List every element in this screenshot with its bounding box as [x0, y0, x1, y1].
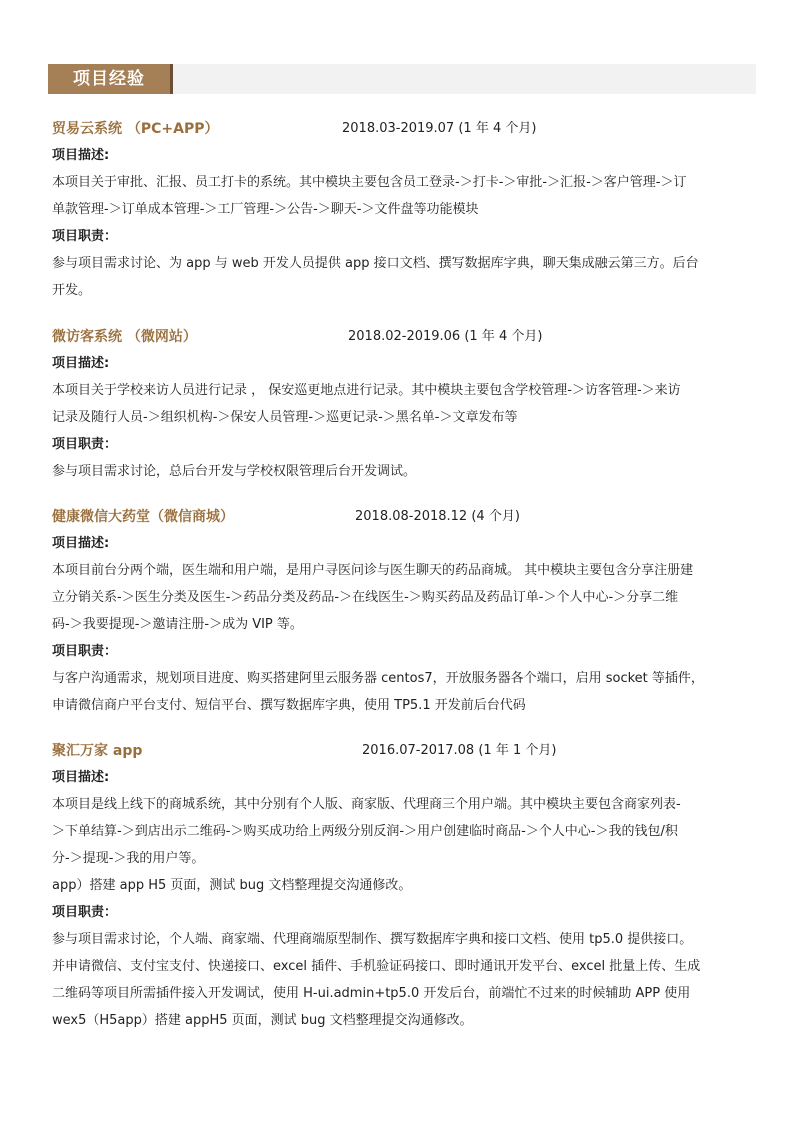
desc-line: 本项目关于审批、汇报、员工打卡的系统。其中模块主要包含员工登录-＞打卡-＞审批-＞汇报-＞客户管理-＞订: [52, 175, 687, 190]
duty-label: 项目职责：: [52, 437, 118, 452]
desc-line: 本项目关于学校来访人员进行记录 ， 保安巡更地点进行记录。其中模块主要包含学校管理-＞访客管理-＞来访: [52, 383, 681, 398]
desc-line: 本项目是线上线下的商城系统，其中分别有个人版、商家版、代理商三个用户端。其中模块主要包含商家列表-: [52, 797, 681, 812]
project-date: 2018.08-2018.12 (4 个月): [355, 509, 520, 524]
project-header: [52, 116, 752, 142]
desc-line: 记录及随行人员-＞组织机构-＞保安人员管理-＞巡更记录-＞黑名单-＞文章发布等: [52, 410, 518, 425]
duty-line: 申请微信商户平台支付、短信平台、撰写数据库字典，使用 TP5.1 开发前后台代码: [52, 698, 526, 713]
project-header: [52, 504, 752, 530]
project-entry: [52, 738, 752, 1034]
project-header: [52, 324, 752, 350]
project-header: [52, 738, 752, 764]
desc-label: 项目描述:: [52, 770, 110, 785]
project-name: 聚汇万家 app: [52, 743, 143, 759]
duty-line: 开发。: [52, 283, 92, 298]
duty-label: 项目职责：: [52, 644, 118, 659]
desc-line: 码-＞我要提现-＞邀请注册-＞成为 VIP 等。: [52, 617, 303, 632]
duty-line: 参与项目需求讨论、为 app 与 web 开发人员提供 app 接口文档、撰写数据库字典，聊天集成融云第三方。后台: [52, 256, 699, 271]
desc-line: 单款管理-＞订单成本管理-＞工厂管理-＞公告-＞聊天-＞文件盘等功能模块: [52, 202, 479, 217]
desc-line: 分-＞提现-＞我的用户等。: [52, 851, 205, 866]
project-date: 2016.07-2017.08 (1 年 1 个月): [362, 743, 557, 758]
duty-line: 参与项目需求讨论，个人端、商家端、代理商端原型制作、撰写数据库字典和接口文档、使用 tp5.0 提供接口。: [52, 932, 693, 947]
section-title: 项目经验: [48, 64, 170, 94]
section-header: [48, 64, 756, 94]
duty-line: 二维码等项目所需插件接入开发调试，使用 H-ui.admin+tp5.0 开发后台，前端忙不过来的时候辅助 APP 使用: [52, 986, 691, 1001]
project-name: 微访客系统 （微网站）: [52, 329, 197, 345]
desc-line: 立分销关系-＞医生分类及医生-＞药品分类及药品-＞在线医生-＞购买药品及药品订单-＞个人中心-＞分享二维: [52, 590, 679, 605]
desc-label: 项目描述:: [52, 356, 110, 371]
project-name: 贸易云系统 （PC+APP）: [52, 121, 219, 137]
desc-label: 项目描述:: [52, 148, 110, 163]
project-date: 2018.03-2019.07 (1 年 4 个月): [342, 121, 537, 136]
project-entry: [52, 504, 752, 719]
project-date: 2018.02-2019.06 (1 年 4 个月): [348, 329, 543, 344]
duty-line: wex5（H5app）搭建 appH5 页面，测试 bug 文档整理提交沟通修改。: [52, 1013, 473, 1028]
duty-line: 并申请微信、支付宝支付、快递接口、excel 插件、手机验证码接口、即时通讯开发平台、excel 批量上传、生成: [52, 959, 701, 974]
duty-line: 与客户沟通需求，规划项目进度、购买搭建阿里云服务器 centos7，开放服务器各个端口，启用 socket 等插件，: [52, 671, 704, 686]
desc-line: app）搭建 app H5 页面，测试 bug 文档整理提交沟通修改。: [52, 878, 412, 893]
duty-line: 参与项目需求讨论，总后台开发与学校权限管理后台开发调试。: [52, 464, 417, 479]
project-entry: [52, 116, 752, 304]
desc-line: 本项目前台分两个端，医生端和用户端，是用户寻医问诊与医生聊天的药品商城。 其中模块主要包含分享注册建: [52, 563, 694, 578]
duty-label: 项目职责：: [52, 229, 118, 244]
duty-label: 项目职责：: [52, 905, 118, 920]
project-entry: [52, 324, 752, 485]
desc-label: 项目描述:: [52, 536, 110, 551]
section-title-accent: [170, 64, 173, 94]
desc-line: ＞下单结算-＞到店出示二维码-＞购买成功给上两级分别反润-＞用户创建临时商品-＞个人中心-＞我的钱包/积: [52, 824, 678, 839]
project-name: 健康微信大药堂（微信商城）: [52, 509, 234, 525]
